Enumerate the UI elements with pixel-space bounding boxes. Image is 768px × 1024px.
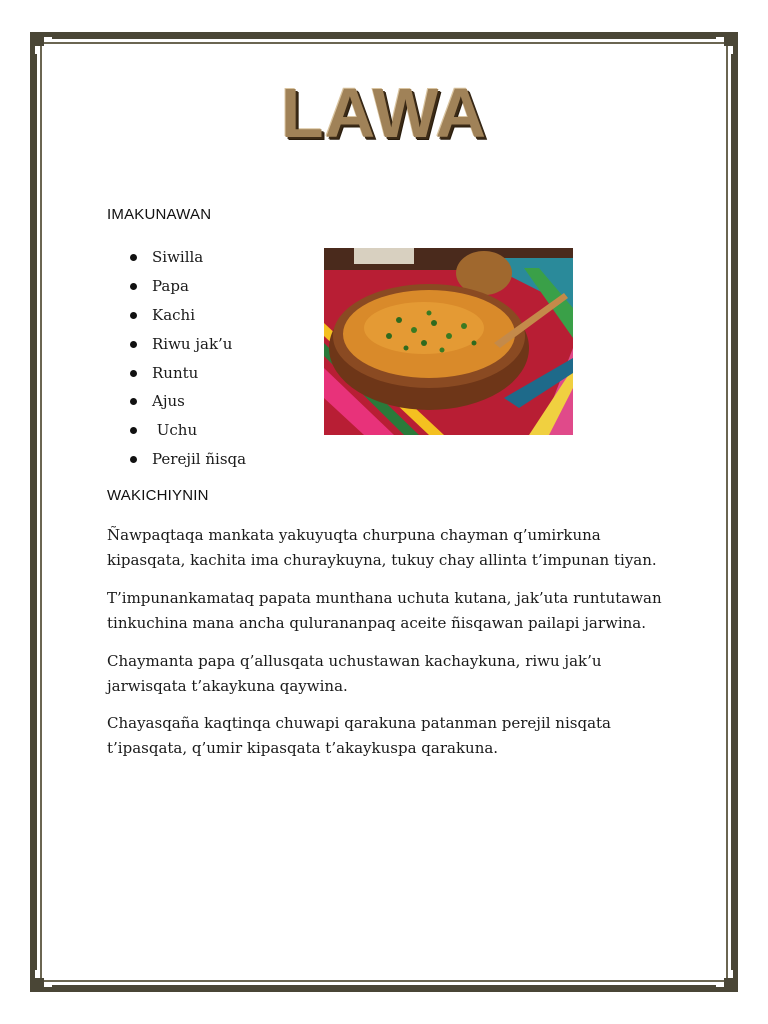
page-border-inner [40,42,728,982]
border-ornament [731,54,734,970]
list-item: Perejil ñisqa [152,448,246,477]
border-ornament [52,985,716,988]
border-ornament [52,36,716,39]
list-item: Runtu [152,362,246,391]
border-corner [724,978,738,992]
list-item: Siwilla [152,246,246,275]
list-item: Ajus [152,390,246,419]
ingredients-heading: IMAKUNAWAN [107,206,212,223]
ingredients-list [107,246,246,477]
list-item: Papa [152,275,246,304]
border-ornament [34,54,37,970]
soup-illustration [324,248,573,435]
document-title: LAWA [280,74,488,152]
soup-bowl-photo [324,248,573,435]
paragraph: Chayasqaña kaqtinqa chuwapi qarakuna patanman perejil nisqata t’ipasqata, q’umir kipasqata t’akaykuspa qarakuna. [107,714,611,757]
border-corner [30,978,44,992]
list-item: Uchu [152,419,246,448]
border-corner [724,32,738,46]
paragraph: Ñawpaqtaqa mankata yakuyuqta churpuna chayman q’umirkuna kipasqata, kachita ima churaykuyna, tukuy chay allinta t’impunan tiyan. [107,526,657,569]
border-corner [30,32,44,46]
list-item: Kachi [152,304,246,333]
list-item: Riwu jak’u [152,333,246,362]
paragraph: T’impunankamataq papata munthana uchuta kutana, jak’uta runtutawan tinkuchina mana ancha qulurananpaq aceite ñisqawan pailapi jarwina. [107,589,662,632]
paragraph: Chaymanta papa q’allusqata uchustawan kachaykuna, riwu jak’u jarwisqata t’akaykuna qaywina. [107,652,602,695]
preparation-heading: WAKICHIYNIN [107,487,209,504]
